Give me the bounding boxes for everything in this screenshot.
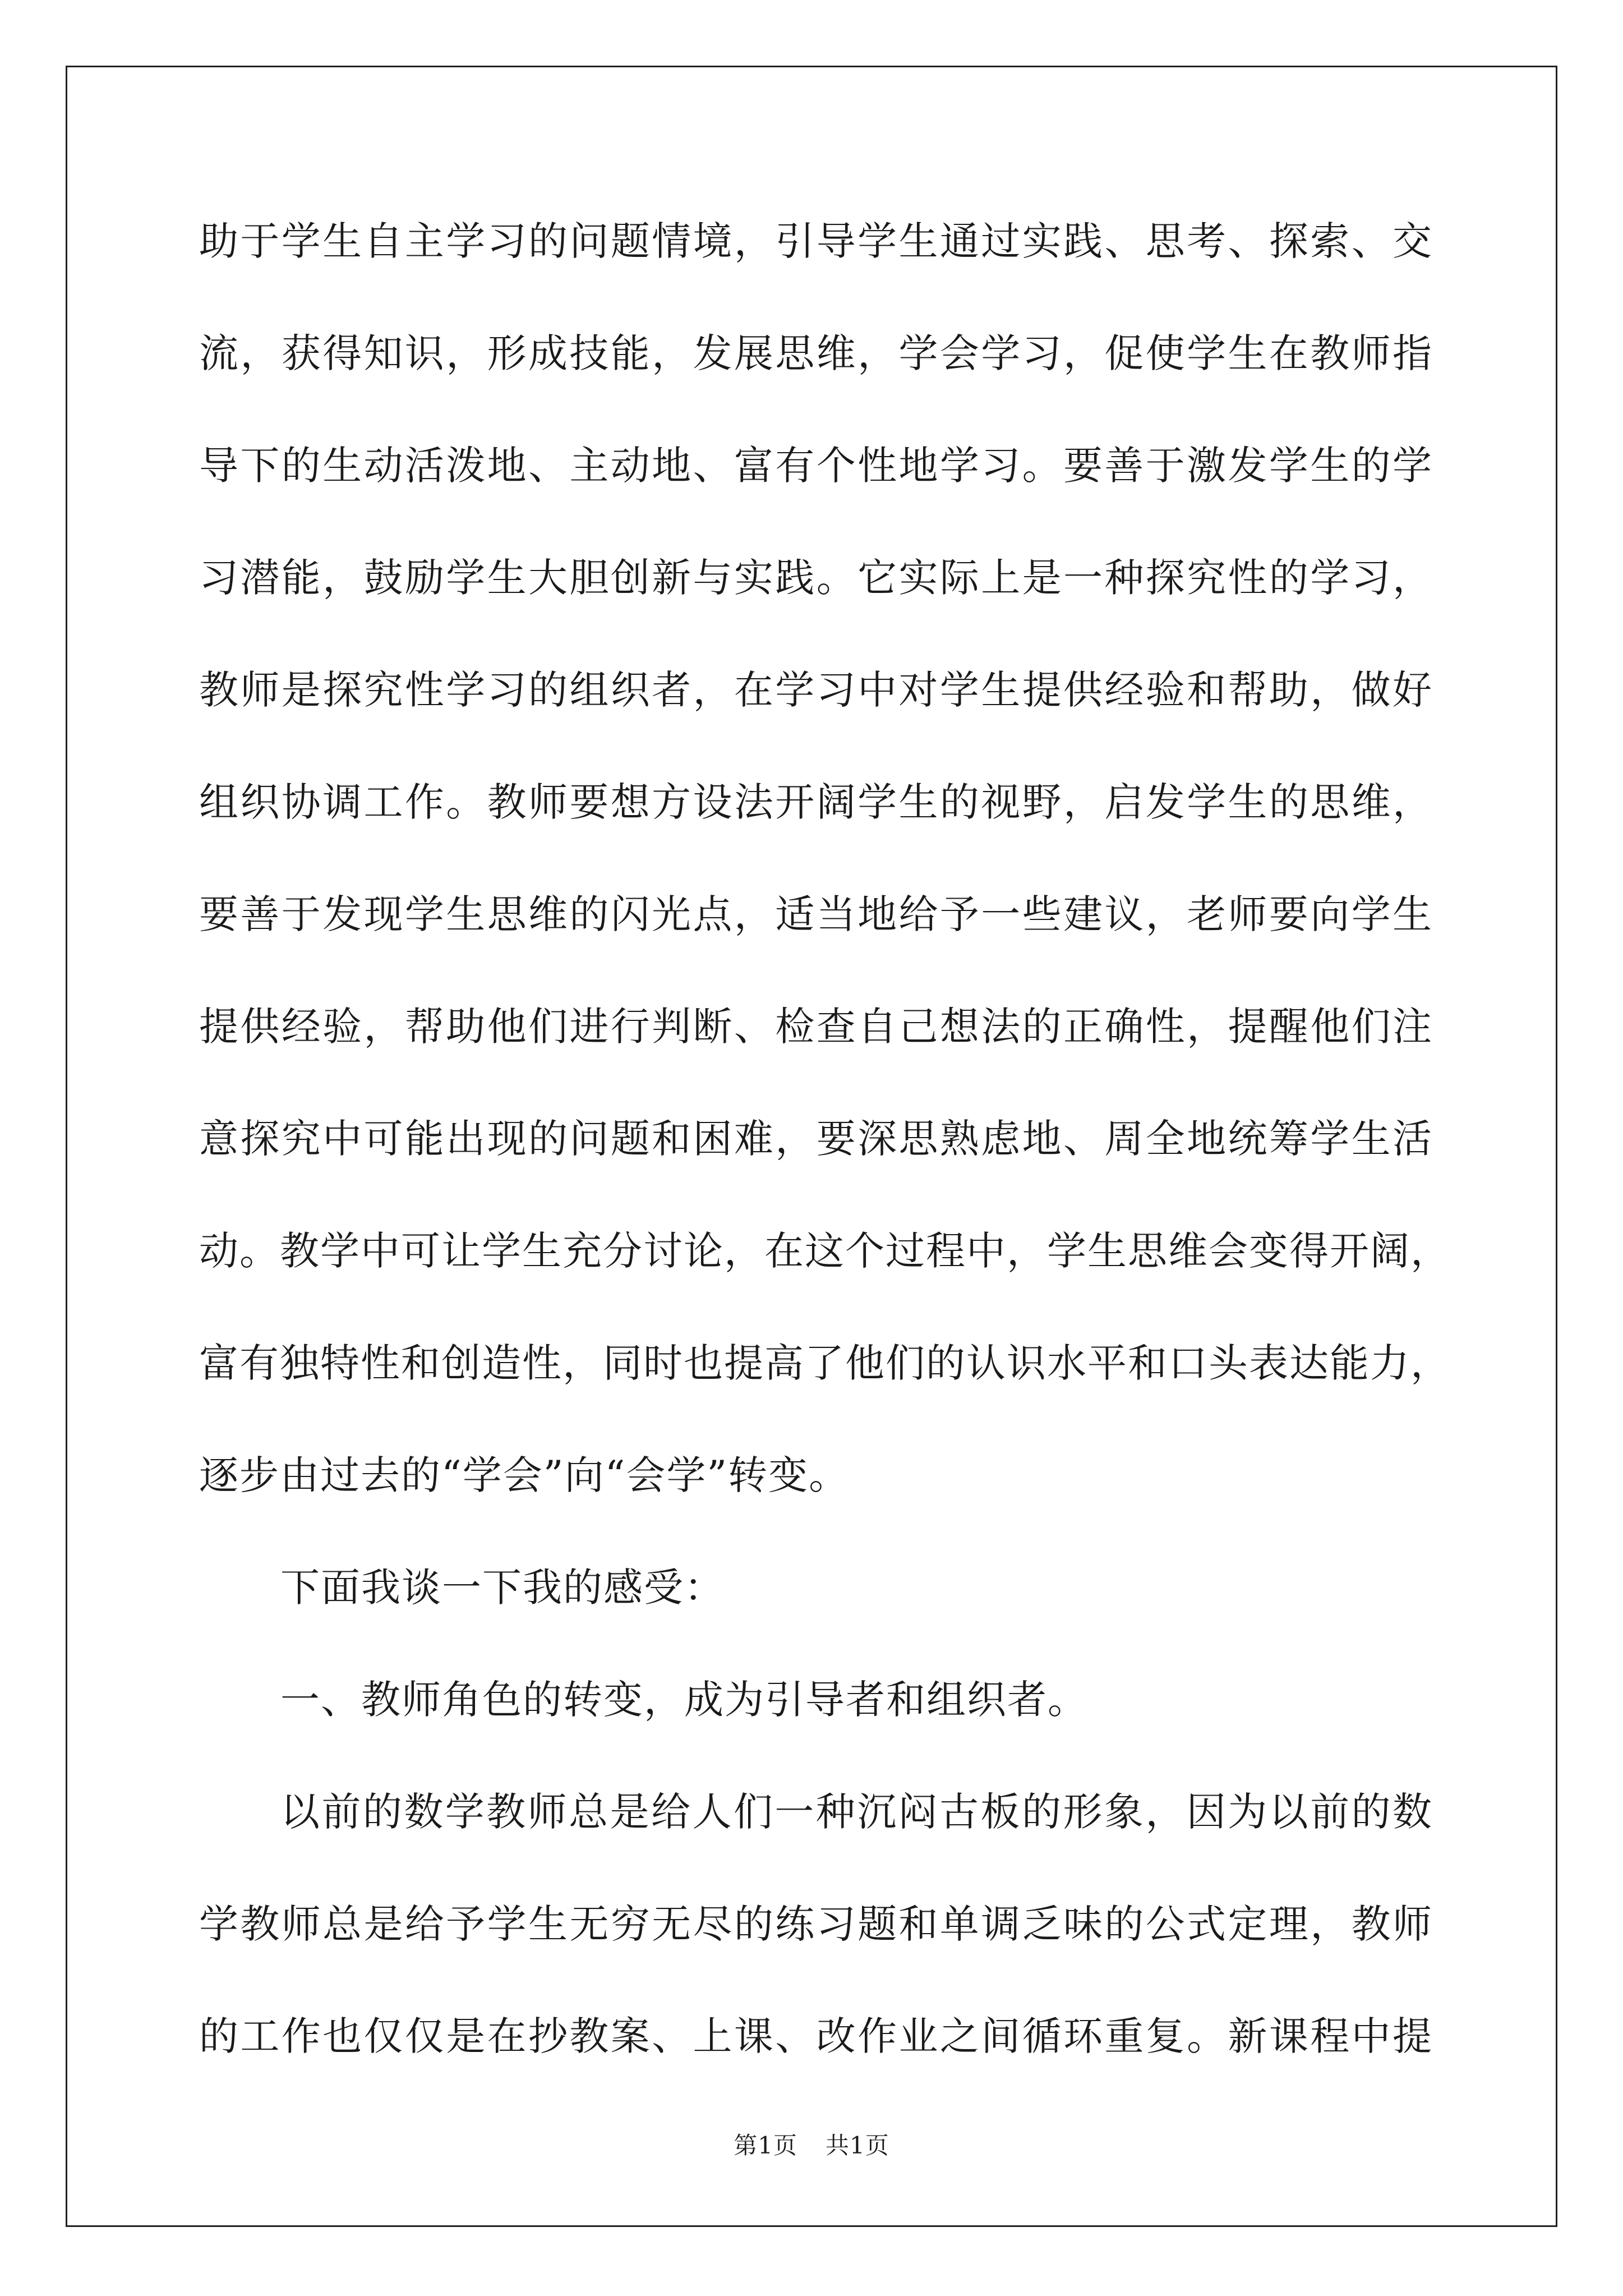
section-heading: 一、教师角色的转变，成为引导者和组织者。 [280,1677,1088,1723]
text-line: 的工作也仅仅是在抄教案、上课、改作业之间循环重复。新课程中提 [199,2013,1433,2059]
text-line: 流，获得知识，形成技能，发展思维，学会学习，促使学生在教师指 [199,330,1433,376]
text-line: 导下的生动活泼地、主动地、富有个性地学习。要善于激发学生的学 [199,443,1433,489]
document-body [199,218,1451,2126]
text-line: 意探究中可能出现的问题和困难，要深思熟虑地、周全地统筹学生活 [199,1116,1433,1162]
page-number-total: 共1页 [826,2132,889,2159]
text-line: 提供经验，帮助他们进行判断、检查自己想法的正确性，提醒他们注 [199,1004,1433,1050]
text-line: 教师是探究性学习的组织者，在学习中对学生提供经验和帮助，做好 [199,667,1433,713]
text-line: 学教师总是给予学生无穷无尽的练习题和单调乏味的公式定理，教师 [199,1901,1433,1947]
text-line: 逐步由过去的“学会”向“会学”转变。 [199,1452,850,1498]
page-number-current: 第1页 [734,2132,797,2159]
text-line: 助于学生自主学习的问题情境，引导学生通过实践、思考、探索、交 [199,218,1433,264]
text-line: 动。教学中可让学生充分讨论，在这个过程中，学生思维会变得开阔， [199,1228,1451,1274]
text-line: 组织协调工作。教师要想方设法开阔学生的视野，启发学生的思维， [199,779,1433,825]
page-footer [0,2132,1623,2160]
text-line: 富有独特性和创造性，同时也提高了他们的认识水平和口头表达能力， [199,1340,1451,1386]
text-line: 以前的数学教师总是给人们一种沉闷古板的形象，因为以前的数 [280,1789,1433,1835]
text-line: 要善于发现学生思维的闪光点，适当地给予一些建议，老师要向学生 [199,891,1433,937]
paragraph-heading: 下面我谈一下我的感受： [280,1565,725,1611]
text-line: 习潜能，鼓励学生大胆创新与实践。它实际上是一种探究性的学习， [199,555,1433,601]
